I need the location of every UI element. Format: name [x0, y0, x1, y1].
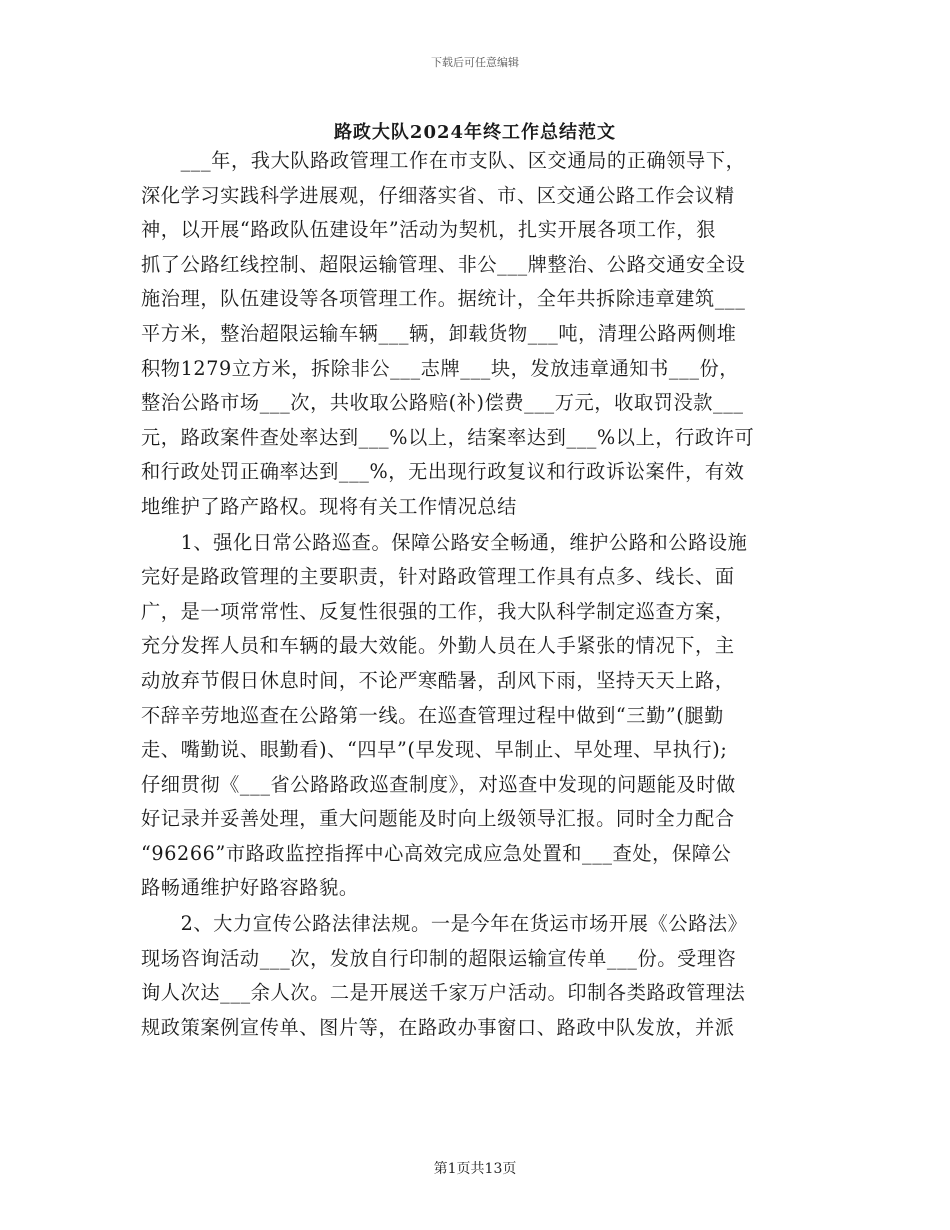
text-line: 积物1279立方米，拆除非公___志牌___块，发放违章通知书___份， [141, 356, 740, 380]
document-body [141, 144, 805, 1045]
text-line: 元，路政案件查处率达到___%以上，结案率达到___%以上，行政许可 [141, 425, 755, 449]
text-line: 地维护了路产路权。现将有关工作情况总结 [141, 494, 517, 518]
text-line: 走、嘴勤说、眼勤看)、“四早”(早发现、早制止、早处理、早执行); [141, 738, 728, 762]
text-line: 整治公路市场___次，共收取公路赔(补)偿费___万元，收取罚没款___ [141, 391, 744, 415]
text-line: 深化学习实践科学进展观，仔细落实省、市、区交通公路工作会议精 [141, 183, 735, 207]
text-line: 规政策案例宣传单、图片等，在路政办事窗口、路政中队发放，并派 [141, 1015, 735, 1039]
text-line: 现场咨询活动___次，发放自行印制的超限运输宣传单___份。受理咨 [141, 946, 737, 970]
text-line: 和行政处罚正确率达到___%，无出现行政复议和行政诉讼案件，有效 [141, 460, 745, 484]
text-line: 神，以开展“路政队伍建设年”活动为契机，扎实开展各项工作，狠 [141, 218, 716, 242]
text-line: 好记录并妥善处理，重大问题能及时向上级领导汇报。同时全力配合 [141, 807, 735, 831]
page-number: 第1页共13页 [433, 1161, 517, 1177]
header-note: 下载后可任意编辑 [431, 56, 519, 69]
text-line: 广，是一项常常性、反复性很强的工作，我大队科学制定巡查方案， [141, 599, 735, 623]
text-line: 充分发挥人员和车辆的最大效能。外勤人员在人手紧张的情况下，主 [141, 634, 735, 658]
paragraph-law-publicity [141, 907, 805, 1045]
text-line: 询人次达___余人次。二是开展送千家万户活动。印制各类路政管理法 [141, 981, 746, 1005]
text-line: 仔细贯彻《___省公路路政巡查制度》，对巡查中发现的问题能及时做 [141, 772, 736, 796]
text-line: 2、大力宣传公路法律法规。一是今年在货运市场开展《公路法》 [141, 912, 748, 936]
text-line: 路畅通维护好路容路貌。 [141, 876, 359, 900]
text-line: 动放弃节假日休息时间，不论严寒酷暑，刮风下雨，坚持天天上路， [141, 668, 735, 692]
text-line: ___年，我大队路政管理工作在市支队、区交通局的正确领导下， [141, 149, 746, 172]
paragraph-road-patrol [141, 526, 805, 907]
text-line: 不辞辛劳地巡查在公路第一线。在巡查管理过程中做到“三勤”(腿勤 [141, 703, 724, 727]
document-title: 路政大队2024年终工作总结范文 [333, 122, 617, 143]
text-line: 1、强化日常公路巡查。保障公路安全畅通，维护公路和公路设施 [141, 530, 748, 554]
text-line: “96266”市路政监控指挥中心高效完成应急处置和___查处，保障公 [141, 841, 732, 865]
text-line: 完好是路政管理的主要职责，针对路政管理工作具有点多、线长、面 [141, 565, 735, 589]
text-line: 平方米，整治超限运输车辆___辆，卸载货物___吨，清理公路两侧堆 [141, 321, 737, 345]
text-line: 抓了公路红线控制、超限运输管理、非公___牌整治、公路交通安全设 [141, 252, 746, 276]
paragraph-intro [141, 144, 805, 525]
text-line: 施治理，队伍建设等各项管理工作。据统计，全年共拆除违章建筑___ [141, 287, 746, 311]
